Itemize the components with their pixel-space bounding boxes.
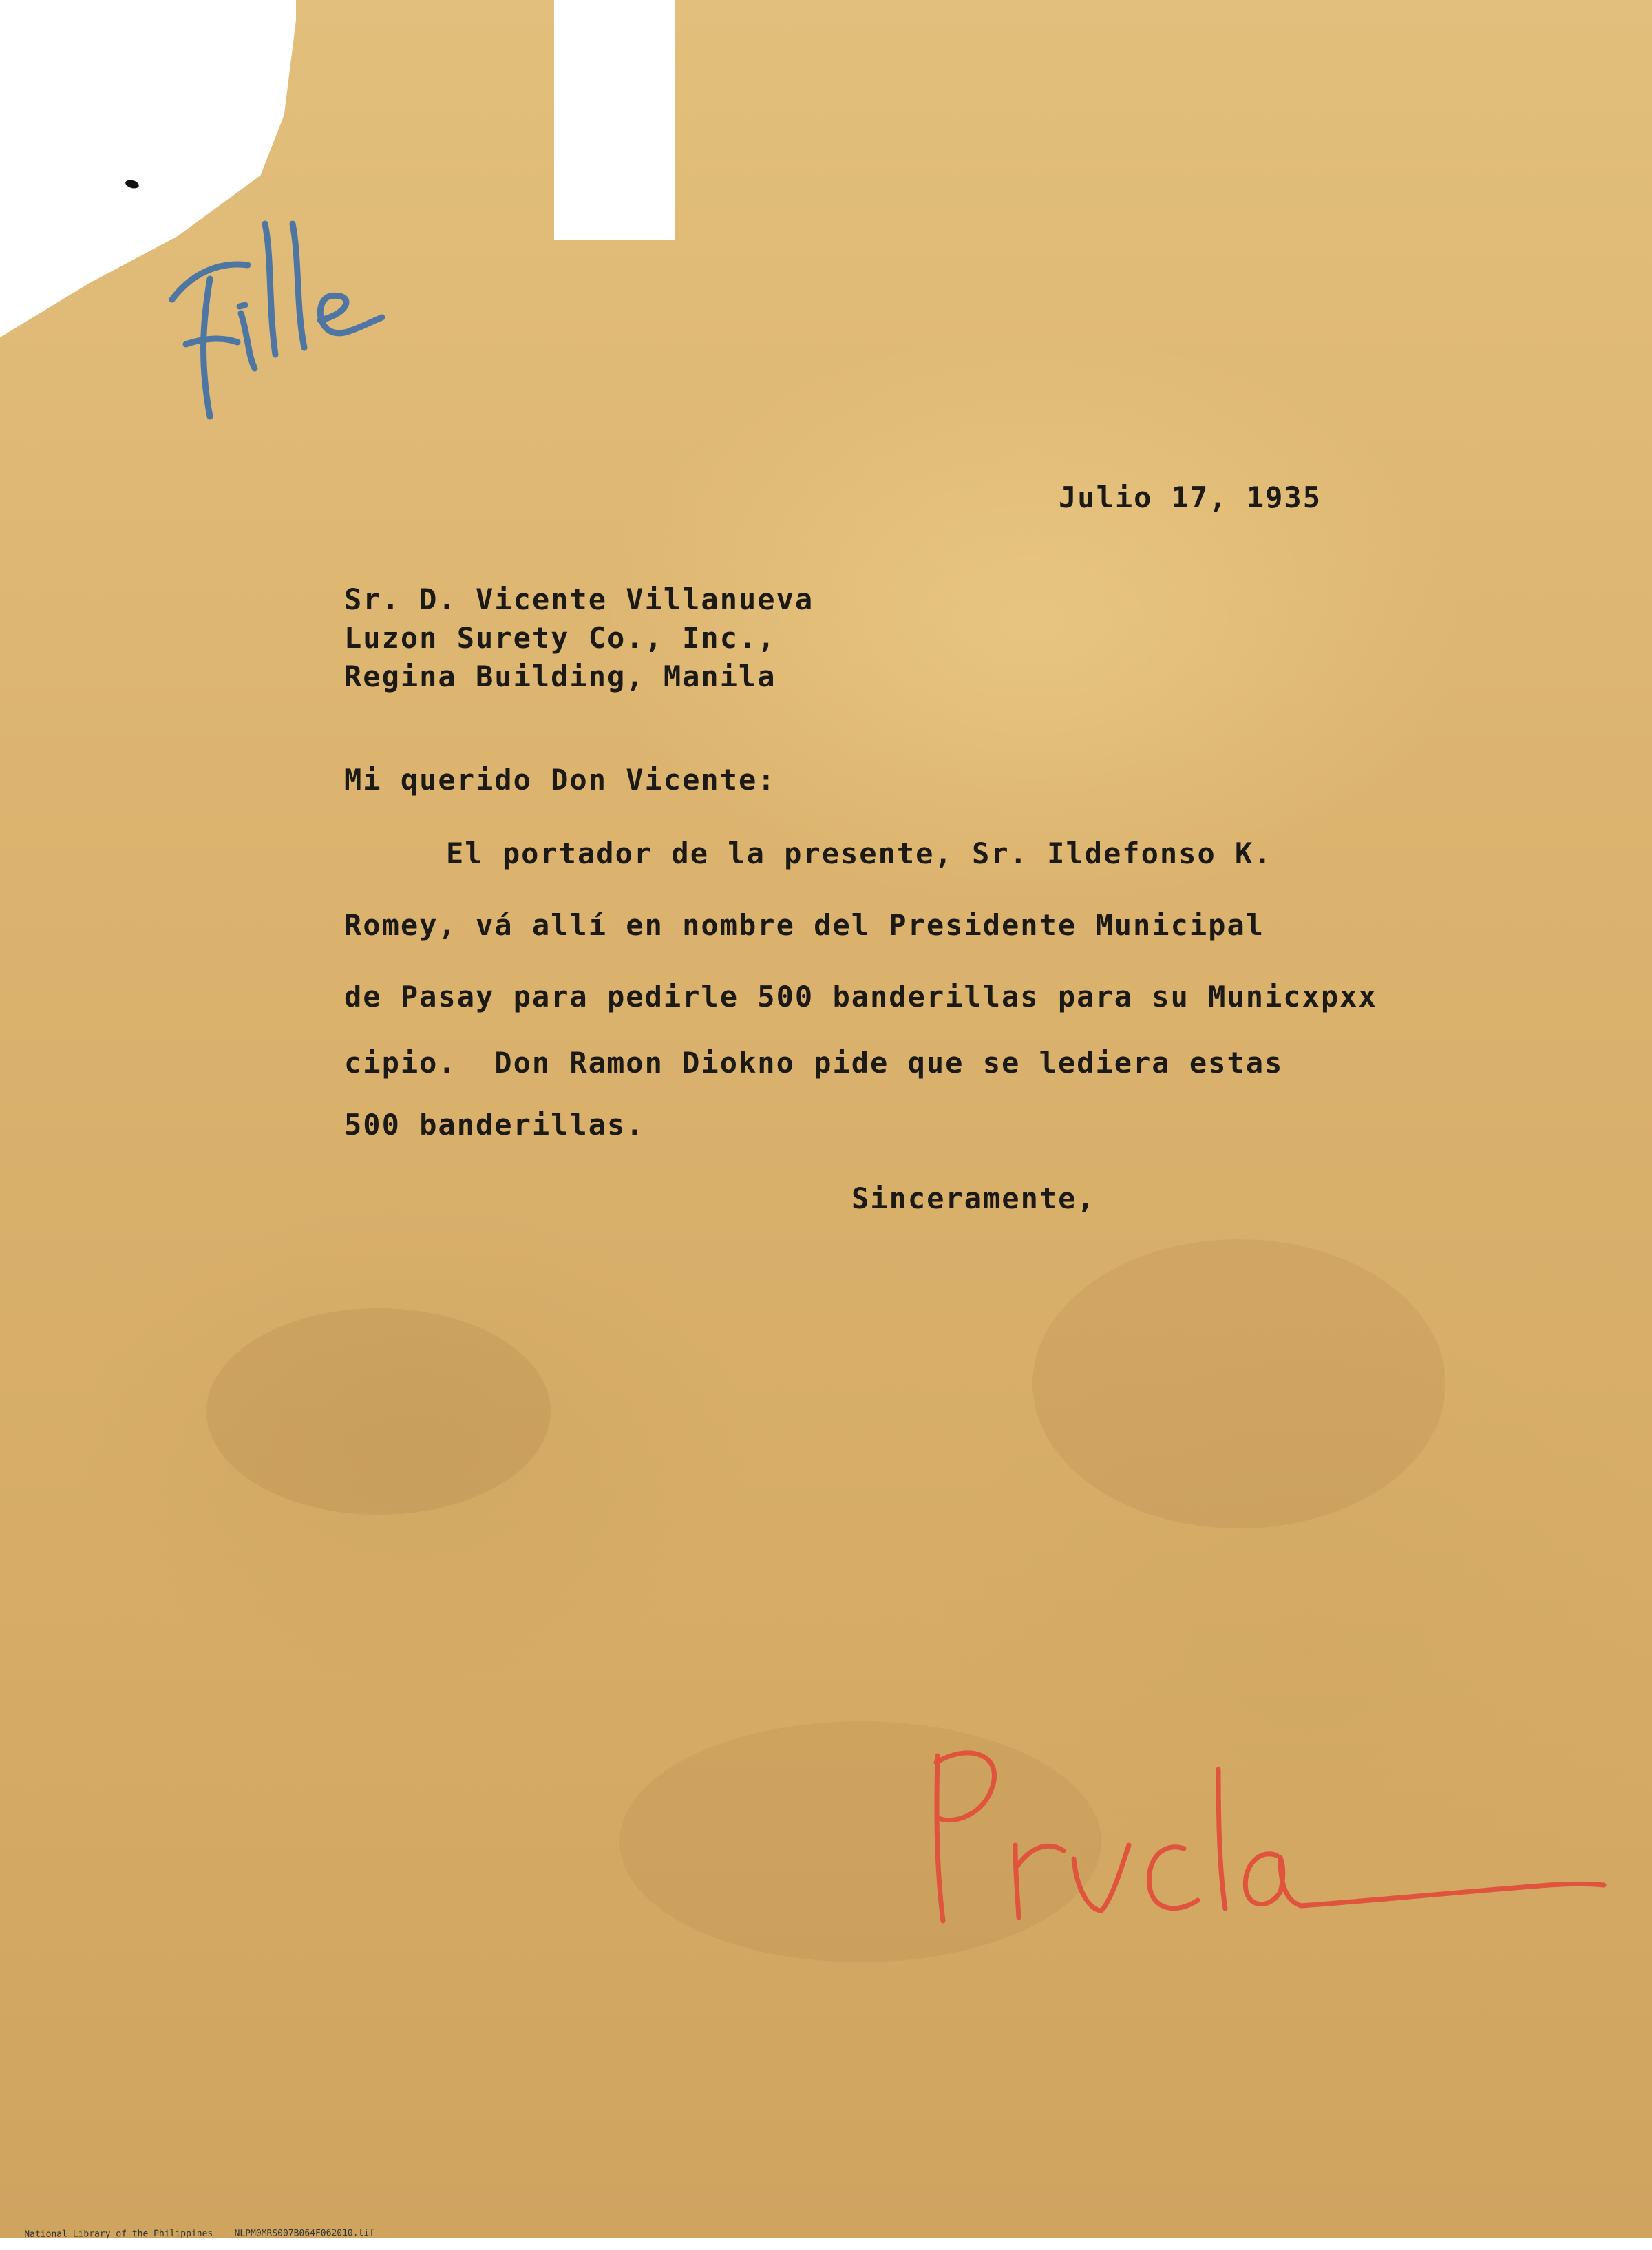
body-line: Romey, vá allí en nombre del Presidente Municipal xyxy=(344,908,1265,942)
body-line: El portador de la presente, Sr. Ildefonso K. xyxy=(446,837,1273,870)
file-id: NLPM0MRS007B064F062010.tif xyxy=(234,2228,375,2239)
archive-footer xyxy=(3,2218,374,2250)
recipient-address: Regina Building, Manila xyxy=(344,660,776,693)
body-line: cipio. Don Ramon Diokno pide que se lediera estas xyxy=(344,1046,1284,1080)
paper-tab-gap xyxy=(554,0,675,240)
archive-name: National Library of the Philippines xyxy=(24,2228,213,2240)
closing: Sinceramente, xyxy=(851,1181,1096,1215)
recipient-name: Sr. D. Vicente Villanueva xyxy=(344,582,814,616)
body-line: de Pasay para pedirle 500 banderillas para su Municxpxx xyxy=(344,980,1377,1013)
salutation: Mi querido Don Vicente: xyxy=(344,763,776,797)
paper-stain xyxy=(1032,1239,1446,1528)
handwritten-signature xyxy=(895,1728,1611,1948)
recipient-company: Luzon Surety Co., Inc., xyxy=(344,621,776,655)
paper-stain xyxy=(206,1308,551,1515)
handwritten-file-note xyxy=(145,196,420,444)
body-line: 500 banderillas. xyxy=(344,1108,645,1142)
letter-date: Julio 17, 1935 xyxy=(1059,481,1322,514)
